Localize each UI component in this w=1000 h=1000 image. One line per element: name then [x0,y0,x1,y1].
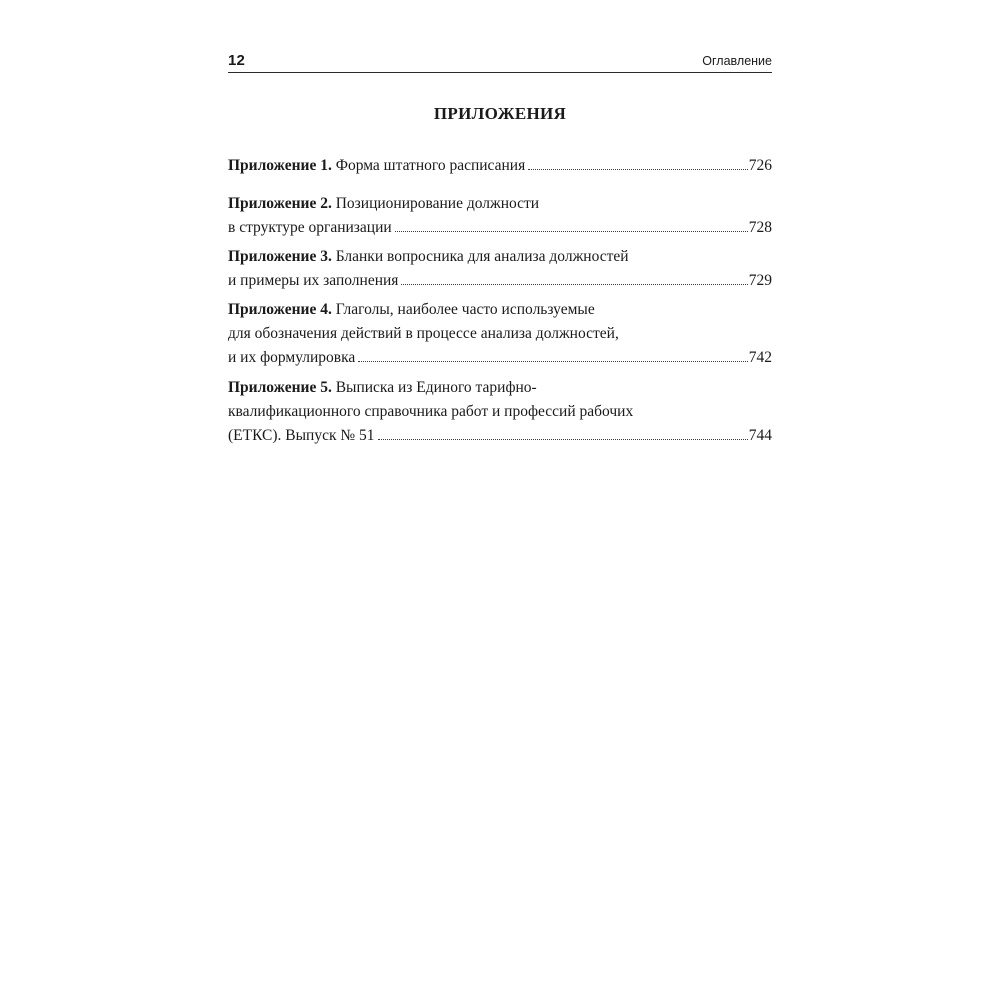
toc-entry-first-line [228,192,772,216]
toc-entry-page: 742 [748,349,772,366]
toc-entry-first-line [228,245,772,269]
toc-entry-last-line [228,269,772,293]
toc-entry-label: Приложение 2. [228,195,332,212]
toc-entry-label: Приложение 5. [228,379,332,396]
toc-entry-title-line: для обозначения действий в процессе анализа должностей, [228,325,619,342]
table-of-contents [228,154,772,448]
toc-entry-page: 729 [748,272,772,289]
toc-entry[interactable] [228,245,772,293]
toc-entry-title-line: квалификационного справочника работ и профессий рабочих [228,403,634,420]
toc-entry[interactable] [228,298,772,370]
dot-leader [528,169,748,170]
toc-entry-last-line [228,216,772,240]
page-number: 12 [228,52,246,69]
running-head: Оглавление [702,54,772,68]
toc-entry-label: Приложение 3. [228,248,332,265]
toc-entry-label: Приложение 4. [228,301,332,318]
page-header [228,52,772,73]
toc-entry-title: Форма штатного расписания [335,157,526,174]
toc-entry-title-line: Бланки вопросника для анализа должностей [335,248,629,265]
toc-entry-first-line [228,376,772,400]
dot-leader [401,284,747,285]
toc-entry-label: Приложение 1. [228,157,332,174]
toc-entry-last-line [228,346,772,370]
toc-entry-page: 728 [748,219,772,236]
toc-entry-last-line [228,424,772,448]
toc-entry[interactable] [228,154,772,178]
dot-leader [395,231,748,232]
toc-entry[interactable] [228,376,772,448]
toc-entry-page: 744 [748,427,772,444]
toc-entry-title-line: Позиционирование должности [335,195,540,212]
toc-entry-title-line: и их формулировка [228,349,356,366]
toc-entry-title-line: (ЕТКС). Выпуск № 51 [228,427,375,444]
toc-entry-title-line: в структуре организации [228,219,392,236]
toc-entry-last-line [228,154,772,178]
toc-entry-title-line: Глаголы, наиболее часто используемые [335,301,595,318]
toc-entry-title-line: Выписка из Единого тарифно- [335,379,537,396]
dot-leader [378,439,748,440]
toc-entry-first-line [228,298,772,322]
toc-entry-page: 726 [748,157,772,174]
toc-entry[interactable] [228,192,772,240]
section-title: ПРИЛОЖЕНИЯ [433,104,567,123]
dot-leader [358,361,747,362]
toc-entry-title-line: и примеры их заполнения [228,272,399,289]
